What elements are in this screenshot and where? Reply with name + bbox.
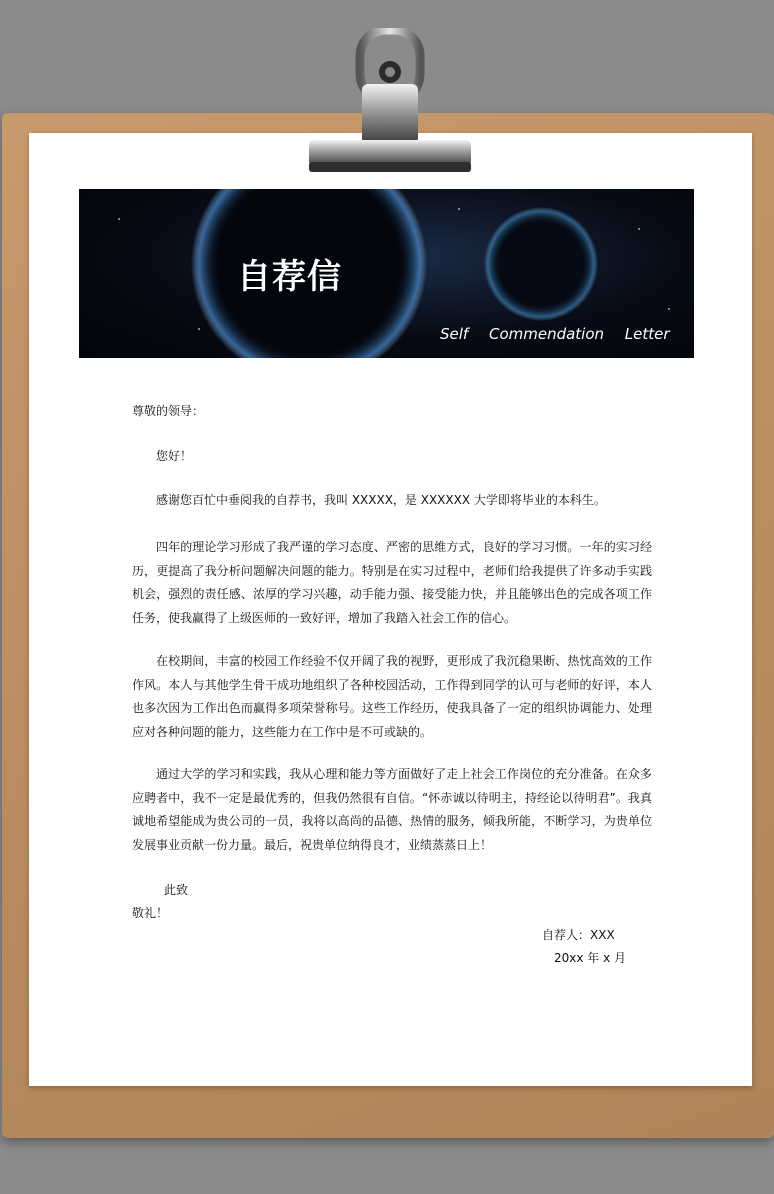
greeting: 您好！ [156,449,193,463]
paragraph-conclusion: 通过大学的学习和实践，我从心理和能力等方面做好了走上社会工作岗位的充分准备。在众多应聘者中，我不一定是最优秀的，但我仍然很有自信。“怀赤诚以待明主，持经论以待明君”。我真诚地希望能成为贵公司的一员，我将以高尚的品德、热情的服务，倾我所能，不断学习，为贵单位发展事业贡献一份力量。最后，祝贵单位纳得良才，业绩蒸蒸日上！ [132,767,652,852]
paragraph-intro: 感谢您百忙中垂阅我的自荐书，我叫 XXXXX，是 XXXXXX 大学即将毕业的本科生。 [156,493,606,507]
closing-line-2: 敬礼！ [132,906,169,920]
salutation: 尊敬的领导： [132,404,205,418]
paragraph-campus: 在校期间，丰富的校园工作经验不仅开阔了我的视野，更形成了我沉稳果断、热忱高效的工作作风。本人与其他学生骨干成功地组织了各种校园活动，工作得到同学的认可与老师的好评，本人也多次因为工作出色而赢得多项荣誉称号。这些工作经历，使我具备了一定的组织协调能力、处理应对各种问题的能力，这些能力在工作中是不可或缺的。 [132,654,652,739]
header-banner [79,189,694,358]
banner-subtitle: Self Commendation Letter [440,325,670,343]
date: 20xx 年 x 月 [554,951,627,965]
closing-line-1: 此致 [164,883,189,897]
binder-clip-icon [305,28,475,178]
signature: 自荐人：XXX [542,928,615,942]
paragraph-study: 四年的理论学习形成了我严谨的学习态度、严密的思维方式，良好的学习习惯。一年的实习经历，更提高了我分析问题解决问题的能力。特别是在实习过程中，老师们给我提供了许多动手实践机会，强烈的责任感、浓厚的学习兴趣，动手能力强、接受能力快，并且能够出色的完成各项工作任务，使我赢得了上级医师的一致好评，增加了我踏入社会工作的信心。 [132,540,652,625]
banner-title: 自荐信 [237,257,342,297]
